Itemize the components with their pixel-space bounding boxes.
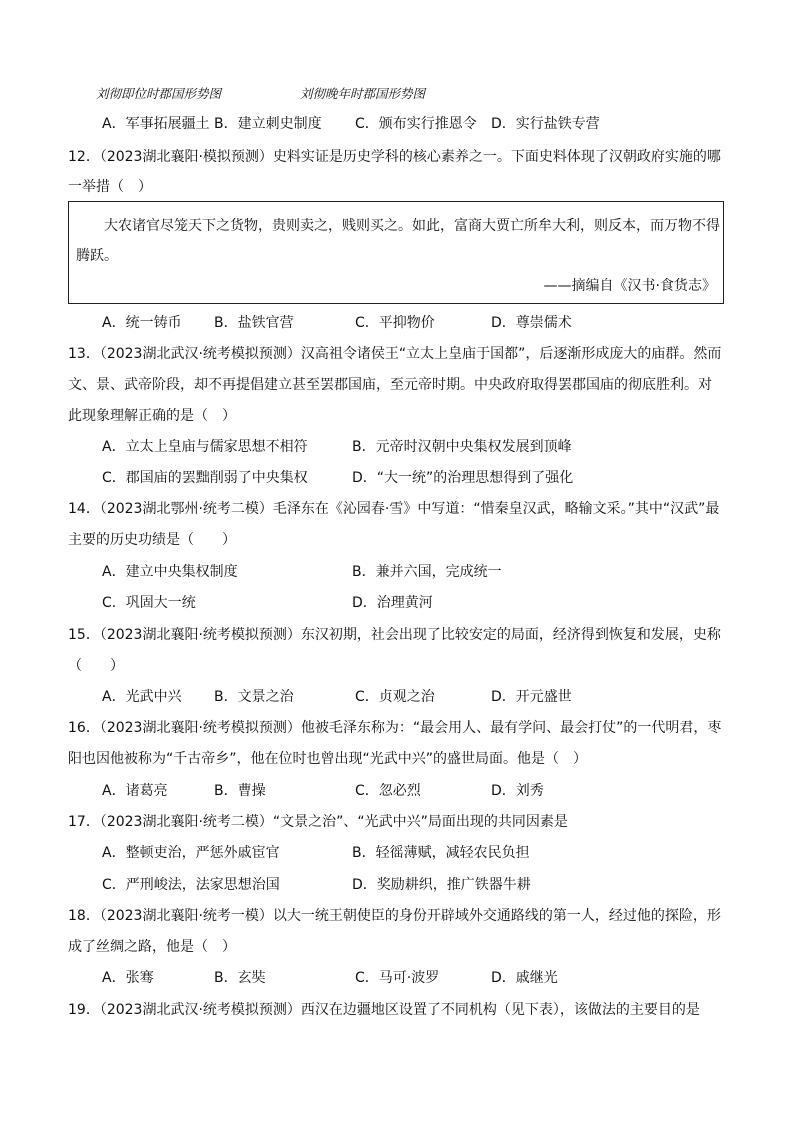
- q14-option-a[interactable]: A．建立中央集权制度: [102, 564, 238, 580]
- q17-stem-line1: 17．（2023湖北襄阳·统考二模）“文景之治”、“光武中兴”局面出现的共同因素是: [68, 814, 568, 830]
- q15-option-c[interactable]: C．贞观之治: [355, 689, 435, 705]
- q14-option-d[interactable]: D．治理黄河: [352, 595, 433, 611]
- q16-option-a[interactable]: A．诸葛亮: [102, 783, 168, 799]
- q13-stem-line1: 13．（2023湖北武汉·统考模拟预测）汉高祖令诸侯王“立太上皇庙于国都”，后逐渐形成庞大的庙群。然而: [68, 346, 722, 362]
- q16-option-d[interactable]: D．刘秀: [491, 783, 544, 799]
- q18-stem-line2: 成了丝绸之路，他是（ ）: [68, 939, 236, 955]
- q13-option-c[interactable]: C．郡国庙的罢黜削弱了中央集权: [102, 470, 308, 486]
- q14-option-c[interactable]: C．巩固大一统: [102, 595, 196, 611]
- q12-option-b[interactable]: B．盐铁官营: [214, 315, 294, 331]
- map-caption-right: 刘彻晚年时郡国形势图: [300, 86, 426, 101]
- map-caption-left: 刘彻即位时郡国形势图: [96, 86, 222, 101]
- q12-option-a[interactable]: A．统一铸币: [102, 315, 182, 331]
- q13-option-d[interactable]: D．“大一统”的治理思想得到了强化: [352, 470, 574, 486]
- q16-stem-line2: 阳也因他被称为“千古帝乡”，他在位时也曾出现“光武中兴”的盛世局面。他是（ ）: [68, 751, 588, 767]
- q12-stem-line1: 12．（2023湖北襄阳·模拟预测）史料实证是历史学科的核心素养之一。下面史料体现了汉朝政府实施的哪: [68, 149, 721, 165]
- q13-option-b[interactable]: B．元帝时汉朝中央集权发展到顶峰: [352, 439, 572, 455]
- q11-option-a[interactable]: A．军事拓展疆土: [102, 116, 210, 132]
- q12-quote-line1: 大农诸官尽笼天下之货物，贵则卖之，贱则买之。如此，富商大贾亡所牟大利，则反本，而万物不得: [104, 218, 720, 234]
- q17-option-d[interactable]: D．奖励耕织，推广铁器牛耕: [352, 877, 531, 893]
- q12-stem-line2: 一举措（ ）: [68, 179, 152, 195]
- q19-stem-line1: 19．（2023湖北武汉·统考模拟预测）西汉在边疆地区设置了不同机构（见下表），该做法的主要目的是: [68, 1002, 700, 1018]
- q18-option-a[interactable]: A．张骞: [102, 970, 154, 986]
- q12-option-c[interactable]: C．平抑物价: [355, 315, 435, 331]
- q13-stem-line3: 此现象理解正确的是（ ）: [68, 408, 236, 424]
- q17-option-b[interactable]: B．轻徭薄赋，减轻农民负担: [352, 845, 530, 861]
- q18-option-d[interactable]: D．戚继光: [491, 970, 558, 986]
- q14-stem-line2: 主要的历史功绩是（ ）: [68, 532, 236, 548]
- q18-option-b[interactable]: B．玄奘: [214, 970, 266, 986]
- q15-option-d[interactable]: D．开元盛世: [491, 689, 572, 705]
- q16-stem-line1: 16．（2023湖北襄阳·统考模拟预测）他被毛泽东称为：“最会用人、最有学问、最会打仗”的一代明君，枣: [68, 720, 722, 736]
- q13-stem-line2: 文、景、武帝阶段，却不再提倡建立甚至罢郡国庙，至元帝时期。中央政府取得罢郡国庙的彻底胜利。对: [68, 377, 712, 393]
- q16-option-c[interactable]: C．忽必烈: [355, 783, 421, 799]
- q17-option-a[interactable]: A．整顿吏治，严惩外戚宦官: [102, 845, 280, 861]
- q11-option-d[interactable]: D．实行盐铁专营: [491, 116, 600, 132]
- q12-option-d[interactable]: D．尊崇儒术: [491, 315, 572, 331]
- q16-option-b[interactable]: B．曹操: [214, 783, 266, 799]
- q12-quote-source: ——摘编自《汉书·食货志》: [543, 278, 716, 294]
- q11-option-b[interactable]: B．建立刺史制度: [214, 116, 322, 132]
- q18-option-c[interactable]: C．马可·波罗: [355, 970, 440, 986]
- q17-option-c[interactable]: C．严刑峻法，法家思想治国: [102, 877, 280, 893]
- q13-option-a[interactable]: A．立太上皇庙与儒家思想不相符: [102, 439, 308, 455]
- q11-option-c[interactable]: C．颁布实行推恩令: [355, 116, 477, 132]
- q18-stem-line1: 18．（2023湖北襄阳·统考一模）以大一统王朝使臣的身份开辟域外交通路线的第一人，经过他的探险，形: [68, 908, 721, 924]
- q14-stem-line1: 14．（2023湖北鄂州·统考二模）毛泽东在《沁园春·雪》中写道：“惜秦皇汉武，略输文采。”其中“汉武”最: [68, 501, 720, 517]
- q14-option-b[interactable]: B．兼并六国，完成统一: [352, 564, 502, 580]
- q15-stem-line2: （ ）: [68, 658, 124, 674]
- q15-stem-line1: 15．（2023湖北襄阳·统考模拟预测）东汉初期，社会出现了比较安定的局面，经济得到恢复和发展，史称: [68, 627, 721, 643]
- q12-quote-line2: 腾跃。: [76, 248, 118, 264]
- q15-option-b[interactable]: B．文景之治: [214, 689, 294, 705]
- q15-option-a[interactable]: A．光武中兴: [102, 689, 182, 705]
